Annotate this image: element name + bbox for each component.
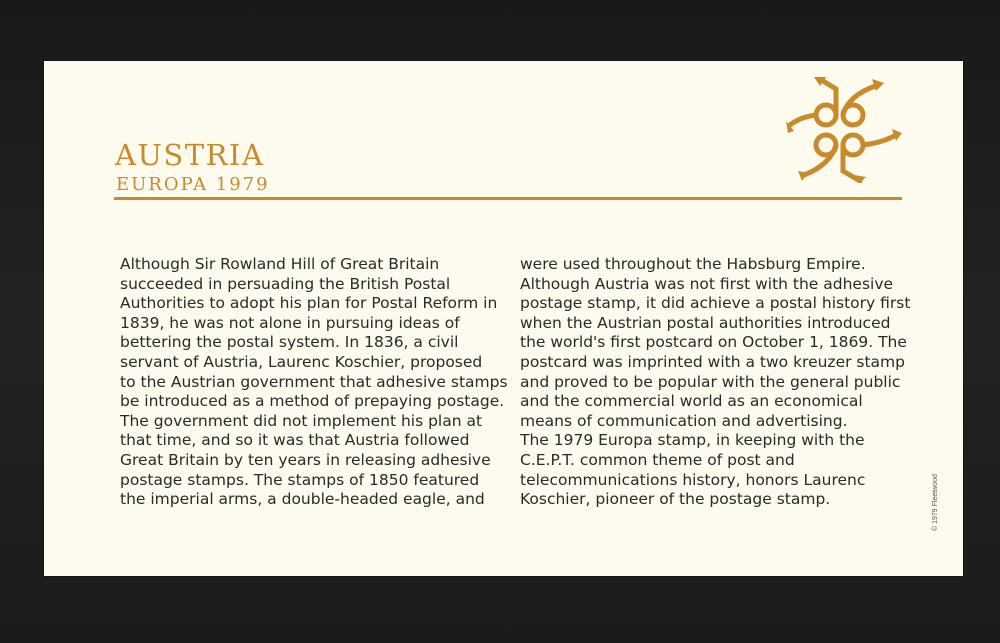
- text-line: postcard was imprinted with a two kreuzer stamp: [520, 352, 905, 371]
- text-line: and proved to be popular with the general public: [520, 372, 901, 391]
- text-line: that time, and so it was that Austria followed: [120, 431, 470, 450]
- text-line: Although Sir Rowland Hill of Great Britain: [120, 255, 440, 273]
- copyright-notice: © 1979 Fleetwood: [932, 474, 939, 531]
- insert-card: [44, 61, 963, 576]
- text-line: 1839, he was not alone in pursuing ideas of: [120, 313, 460, 332]
- text-line: C.E.P.T. common theme of post and: [520, 450, 795, 469]
- text-line: means of communication and advertising.: [520, 411, 848, 430]
- body-text-right-column: [520, 255, 910, 510]
- text-line: succeeded in persuading the British Postal: [120, 274, 451, 293]
- text-line: to the Austrian government that adhesive stamps: [120, 372, 508, 391]
- text-line: telecommunications history, honors Laurenc: [520, 470, 866, 489]
- text-line: and the commercial world as an economical: [520, 392, 863, 411]
- text-line: the world's first postcard on October 1, 1869. The: [520, 333, 907, 352]
- text-line: servant of Austria, Laurenc Koschier, proposed: [120, 352, 483, 371]
- text-line: Koschier, pioneer of the postage stamp.: [520, 490, 831, 509]
- card-title: AUSTRIA: [115, 138, 265, 172]
- text-line: Although Austria was not first with the adhesive: [520, 274, 894, 293]
- text-line: were used throughout the Habsburg Empire.: [520, 255, 866, 273]
- text-line: postage stamp, it did achieve a postal history first: [520, 294, 911, 313]
- text-line: be introduced as a method of prepaying postage.: [120, 392, 505, 411]
- divider-rule: [114, 197, 902, 200]
- body-text-left-column: [120, 255, 508, 510]
- text-line: postage stamps. The stamps of 1850 featured: [120, 470, 480, 489]
- text-line: Great Britain by ten years in releasing adhesive: [120, 450, 491, 469]
- text-line: the imperial arms, a double-headed eagle, and: [120, 490, 485, 509]
- card-subtitle: EUROPA 1979: [116, 174, 270, 195]
- text-line: Authorities to adopt his plan for Postal Reform in: [120, 294, 498, 313]
- text-line: The government did not implement his plan at: [120, 411, 483, 430]
- text-line: when the Austrian postal authorities introduced: [520, 313, 891, 332]
- text-line: The 1979 Europa stamp, in keeping with the: [520, 431, 865, 450]
- text-line: bettering the postal system. In 1836, a civil: [120, 333, 459, 352]
- europa-posthorn-icon: [786, 77, 902, 183]
